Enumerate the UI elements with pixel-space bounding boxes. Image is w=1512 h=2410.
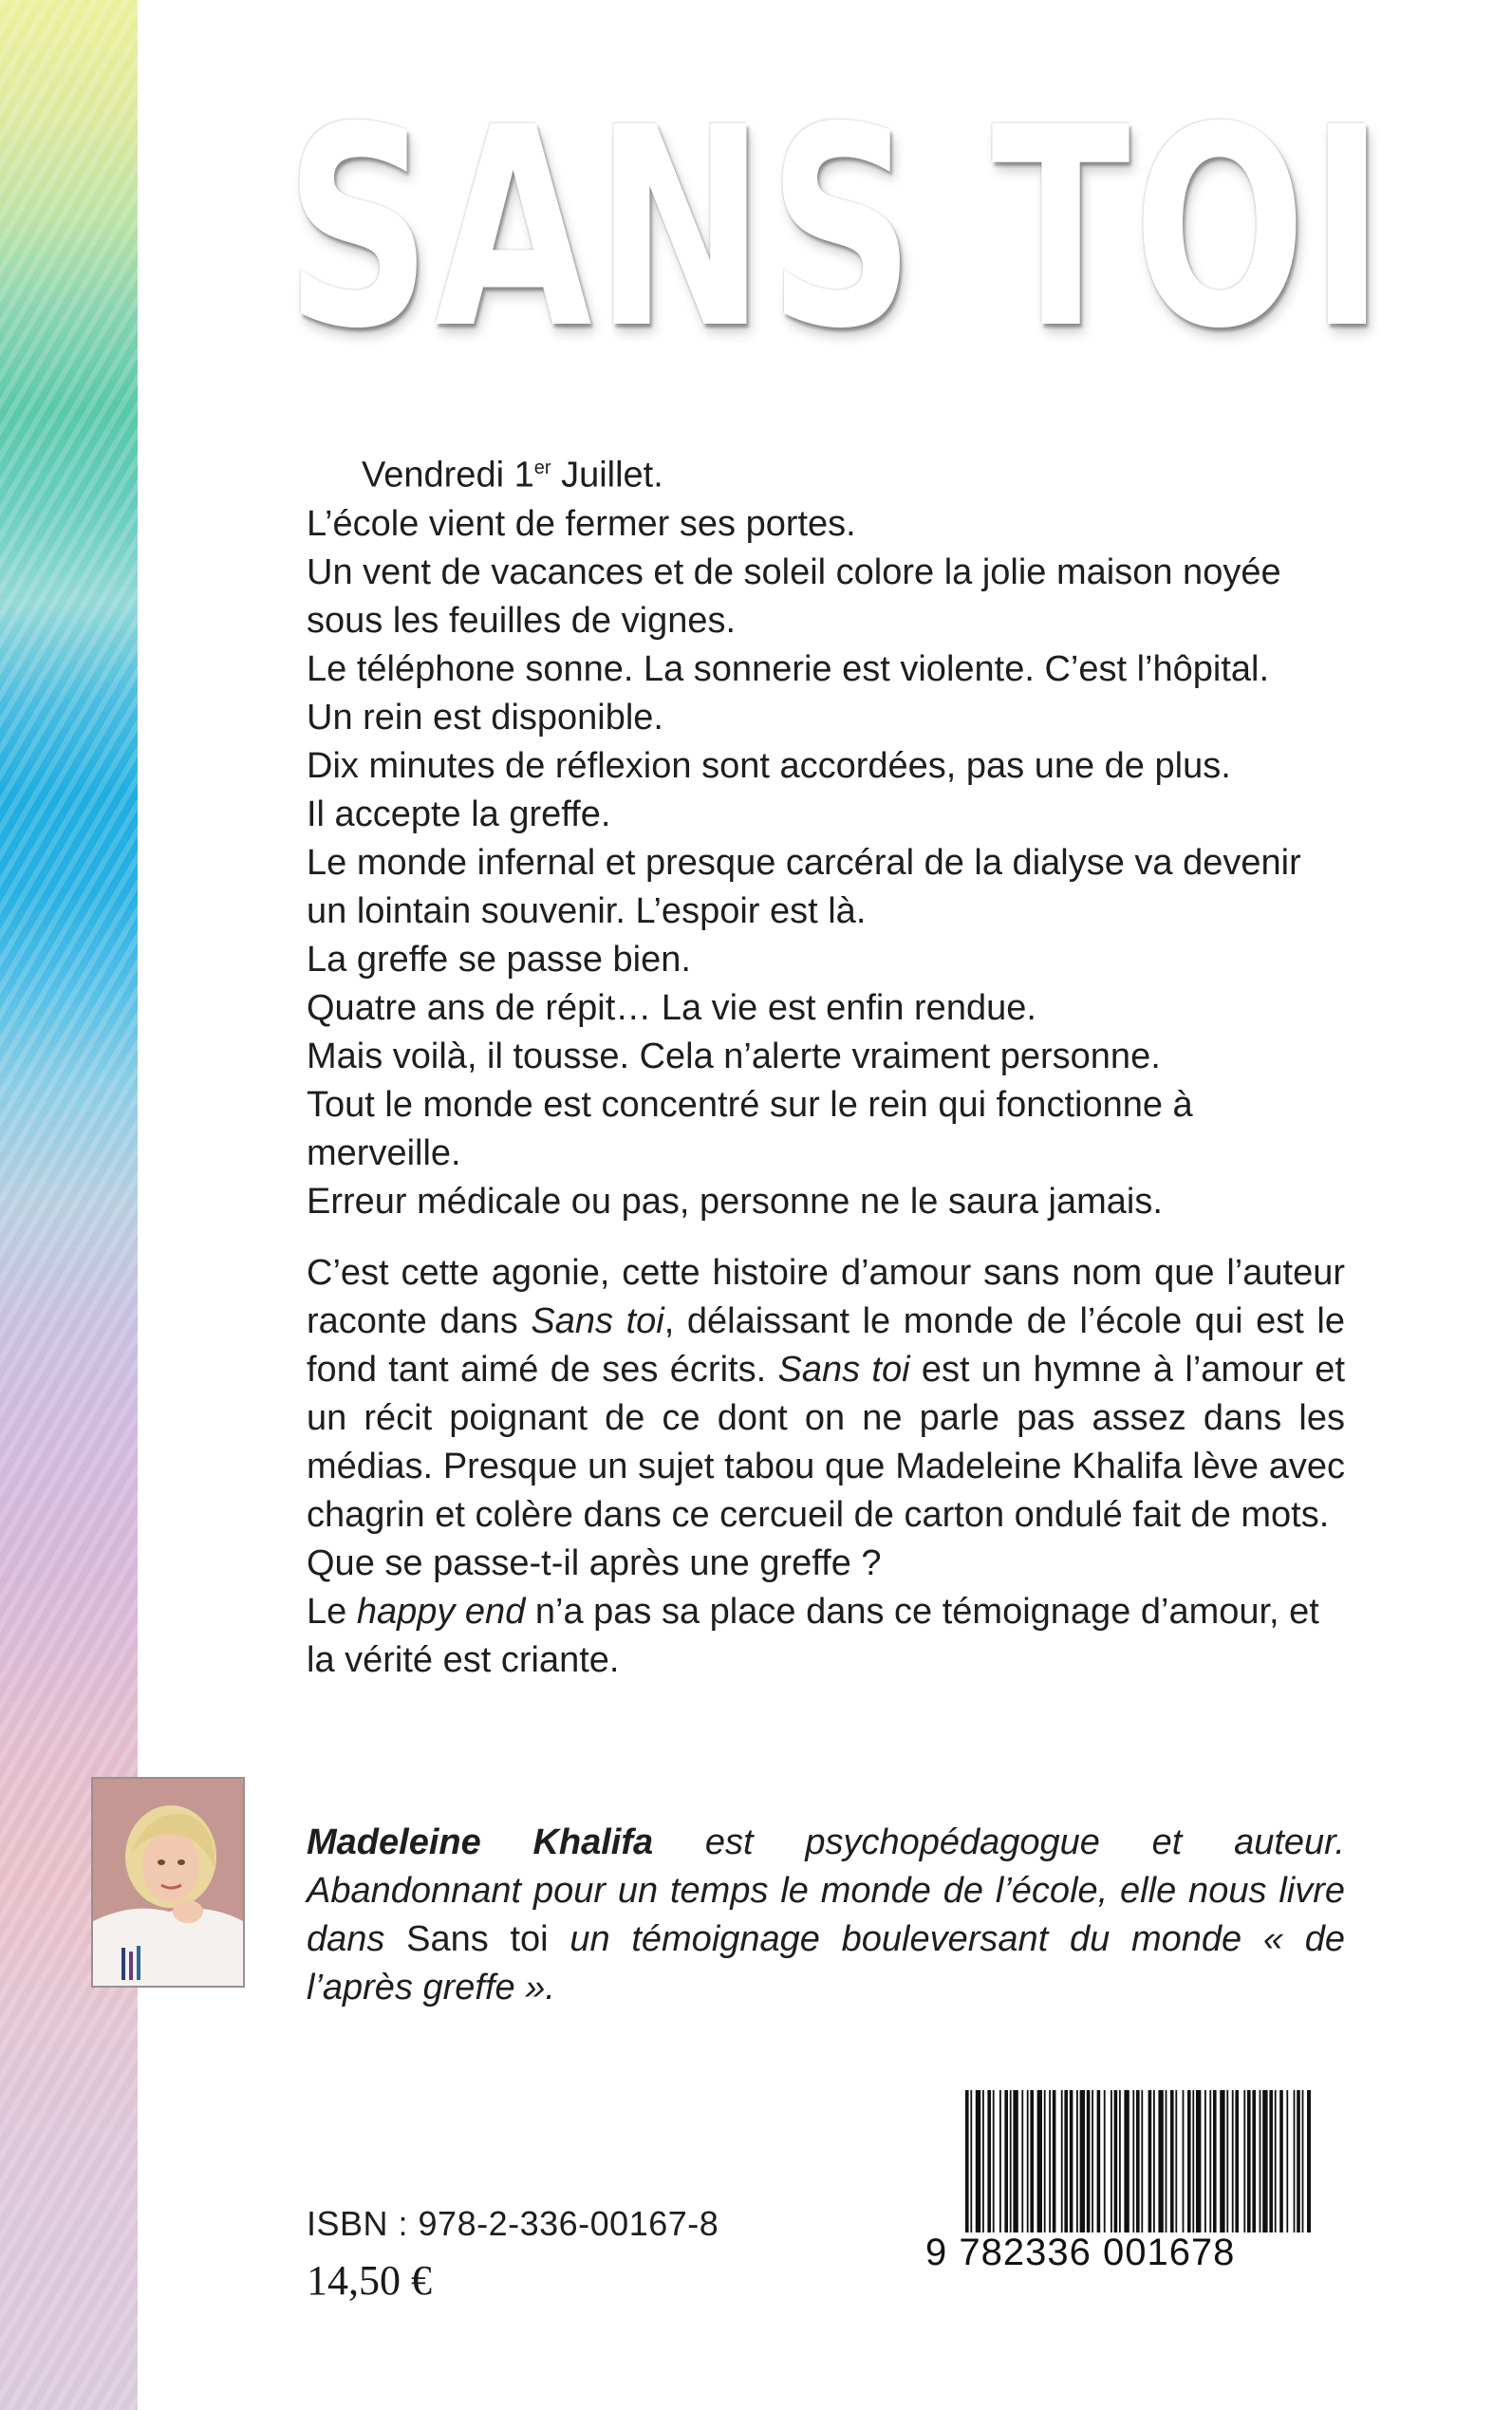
barcode-bar <box>1070 2090 1073 2233</box>
barcode-bar <box>1037 2090 1042 2233</box>
summary-text: C’est cette agonie, cette histoire d’amour sans nom que l’auteur raconte dans <box>307 1253 1345 1341</box>
barcode-bar <box>1027 2090 1029 2233</box>
barcode-bar <box>970 2090 972 2233</box>
barcode-bar <box>1004 2090 1008 2233</box>
barcode-bar <box>1064 2090 1068 2233</box>
barcode-bar <box>1232 2090 1234 2233</box>
blurb-line: La greffe se passe bien. <box>307 939 691 980</box>
final-text: Le <box>307 1592 357 1632</box>
barcode-bar <box>1080 2090 1085 2233</box>
barcode-bar <box>1196 2090 1201 2233</box>
barcode-bar <box>1286 2090 1288 2233</box>
barcode-bar <box>999 2090 1001 2233</box>
barcode-bar <box>1061 2090 1063 2233</box>
blurb-line: Erreur médicale ou pas, personne ne le saura jamais. <box>307 1181 1163 1222</box>
barcode-bar <box>1243 2090 1245 2233</box>
barcode-bar <box>1049 2090 1051 2233</box>
blurb-intro <box>307 444 1345 1226</box>
barcode-bar <box>1087 2090 1091 2233</box>
barcode-bar <box>1302 2090 1304 2233</box>
barcode-bar <box>1220 2090 1224 2233</box>
blurb-line: Dix minutes de réflexion sont accordées, pas une de plus. <box>307 745 1231 786</box>
price: 14,50 € <box>307 2257 432 2304</box>
barcode-bar <box>1104 2090 1106 2233</box>
barcode-bar <box>1111 2090 1112 2233</box>
decorative-color-stripe <box>0 0 138 2410</box>
barcode-bar <box>1269 2090 1273 2233</box>
barcode-bar <box>1132 2090 1134 2233</box>
barcode-bar <box>1119 2090 1121 2233</box>
barcode-bar <box>1279 2090 1283 2233</box>
barcode-bar <box>1030 2090 1034 2233</box>
barcode-bar <box>1076 2090 1078 2233</box>
barcode-bar <box>1275 2090 1277 2233</box>
blurb-line: Mais voilà, il tousse. Cela n’alerte vraiment personne. <box>307 1036 1161 1076</box>
barcode-bar <box>1183 2090 1185 2233</box>
barcode-bar <box>965 2090 969 2233</box>
barcode-bar <box>1166 2090 1167 2233</box>
blurb-date <box>307 444 1345 500</box>
barcode-number: 9 782336 001678 <box>925 2232 1236 2273</box>
barcode-bar <box>1114 2090 1118 2233</box>
author-bio <box>307 1819 1345 2012</box>
isbn: ISBN : 978-2-336-00167-8 <box>307 2204 719 2243</box>
date-superscript: er <box>533 458 551 478</box>
barcode-bar <box>1010 2090 1012 2233</box>
barcode-bar <box>1136 2090 1140 2233</box>
summary-text: , délaissant le monde de l’école qui est le fond tant aimé de ses écrits. <box>307 1301 1346 1390</box>
barcode-bar <box>1097 2090 1101 2233</box>
barcode-bar <box>1170 2090 1174 2233</box>
summary-text: est un hymne à l’amour et un récit poignant de ce dont on ne parle pas assez dans les médias. Presque un sujet tabou que Madeleine Khalifa lève avec chagrin et colère dans ce cercueil de carton ondulé fait de mots. <box>307 1350 1346 1535</box>
barcode-bar <box>1192 2090 1194 2233</box>
barcode-bar <box>1153 2090 1155 2233</box>
blurb-line: Un rein est disponible. <box>307 697 663 738</box>
bio-text: est psychopédagogue et auteur. Abandonnant pour un temps le monde de l’école, elle nous livre dans <box>307 1822 1345 1959</box>
barcode-bar <box>987 2090 991 2233</box>
barcode-bar <box>1141 2090 1143 2233</box>
barcode-bar <box>993 2090 995 2233</box>
barcode-bar <box>1148 2090 1152 2233</box>
blurb-line: Le téléphone sonne. La sonnerie est violente. C’est l’hôpital. <box>307 648 1270 689</box>
barcode-bar <box>1124 2090 1129 2233</box>
barcode-bar <box>1204 2090 1206 2233</box>
barcode-bar <box>1213 2090 1217 2233</box>
summary-question: Que se passe-t-il après une greffe ? <box>307 1543 882 1583</box>
barcode <box>925 2090 1322 2276</box>
barcode-bars <box>965 2090 1311 2233</box>
barcode-bar <box>1175 2090 1177 2233</box>
blurb-line: Il accepte la greffe. <box>307 794 611 834</box>
barcode-bar <box>1247 2090 1251 2233</box>
barcode-bar <box>1297 2090 1300 2233</box>
blurb-line: L’école vient de fermer ses portes. <box>307 503 856 544</box>
blurb-line: Le monde infernal et presque carcéral de la dialyse va devenir un lointain souvenir. L’espoir est là. <box>307 842 1301 931</box>
barcode-bar <box>1307 2090 1311 2233</box>
barcode-bar <box>1044 2090 1046 2233</box>
book-title-italic: Sans toi <box>531 1301 664 1341</box>
date-prefix: Vendredi 1 <box>362 455 534 495</box>
blurb-line: Quatre ans de répit… La vie est enfin rendue. <box>307 987 1036 1028</box>
blurb-line: Un vent de vacances et de soleil colore la jolie maison noyée sous les feuilles de vignes. <box>307 551 1281 641</box>
barcode-bar <box>1209 2090 1211 2233</box>
barcode-bar <box>1260 2090 1261 2233</box>
book-title-italic: Sans toi <box>777 1350 910 1390</box>
bio-text: un témoignage bouleversant du monde « de l’après greffe ». <box>307 1919 1346 2008</box>
author-name: Madeleine Khalifa <box>307 1822 654 1862</box>
happy-end-italic: happy end <box>356 1592 526 1632</box>
book-title: SANS TOI <box>285 69 1388 389</box>
author-photo <box>91 1777 245 1988</box>
barcode-bar <box>1021 2090 1023 2233</box>
barcode-bar <box>1092 2090 1093 2233</box>
barcode-bar <box>1294 2090 1296 2233</box>
barcode-bar <box>1053 2090 1056 2233</box>
barcode-bar <box>1013 2090 1017 2233</box>
barcode-bar <box>1187 2090 1191 2233</box>
barcode-bar <box>1252 2090 1256 2233</box>
barcode-bar <box>1158 2090 1163 2233</box>
barcode-bar <box>976 2090 980 2233</box>
summary-final <box>307 1588 1345 1685</box>
bio-book-title: Sans toi <box>406 1919 549 1959</box>
blurb-line: Tout le monde est concentré sur le rein qui fonctionne à merveille. <box>307 1084 1193 1173</box>
barcode-bar <box>982 2090 984 2233</box>
summary-paragraph <box>307 1249 1345 1540</box>
blurb-summary <box>307 1249 1345 1685</box>
author-portrait-illustration <box>93 1779 243 1986</box>
barcode-bar <box>1235 2090 1239 2233</box>
barcode-bar <box>1262 2090 1267 2233</box>
final-text: n’a pas sa place dans ce témoignage d’amour, et la vérité est criante. <box>307 1592 1319 1680</box>
date-suffix: Juillet. <box>551 455 663 495</box>
barcode-bar <box>1226 2090 1228 2233</box>
